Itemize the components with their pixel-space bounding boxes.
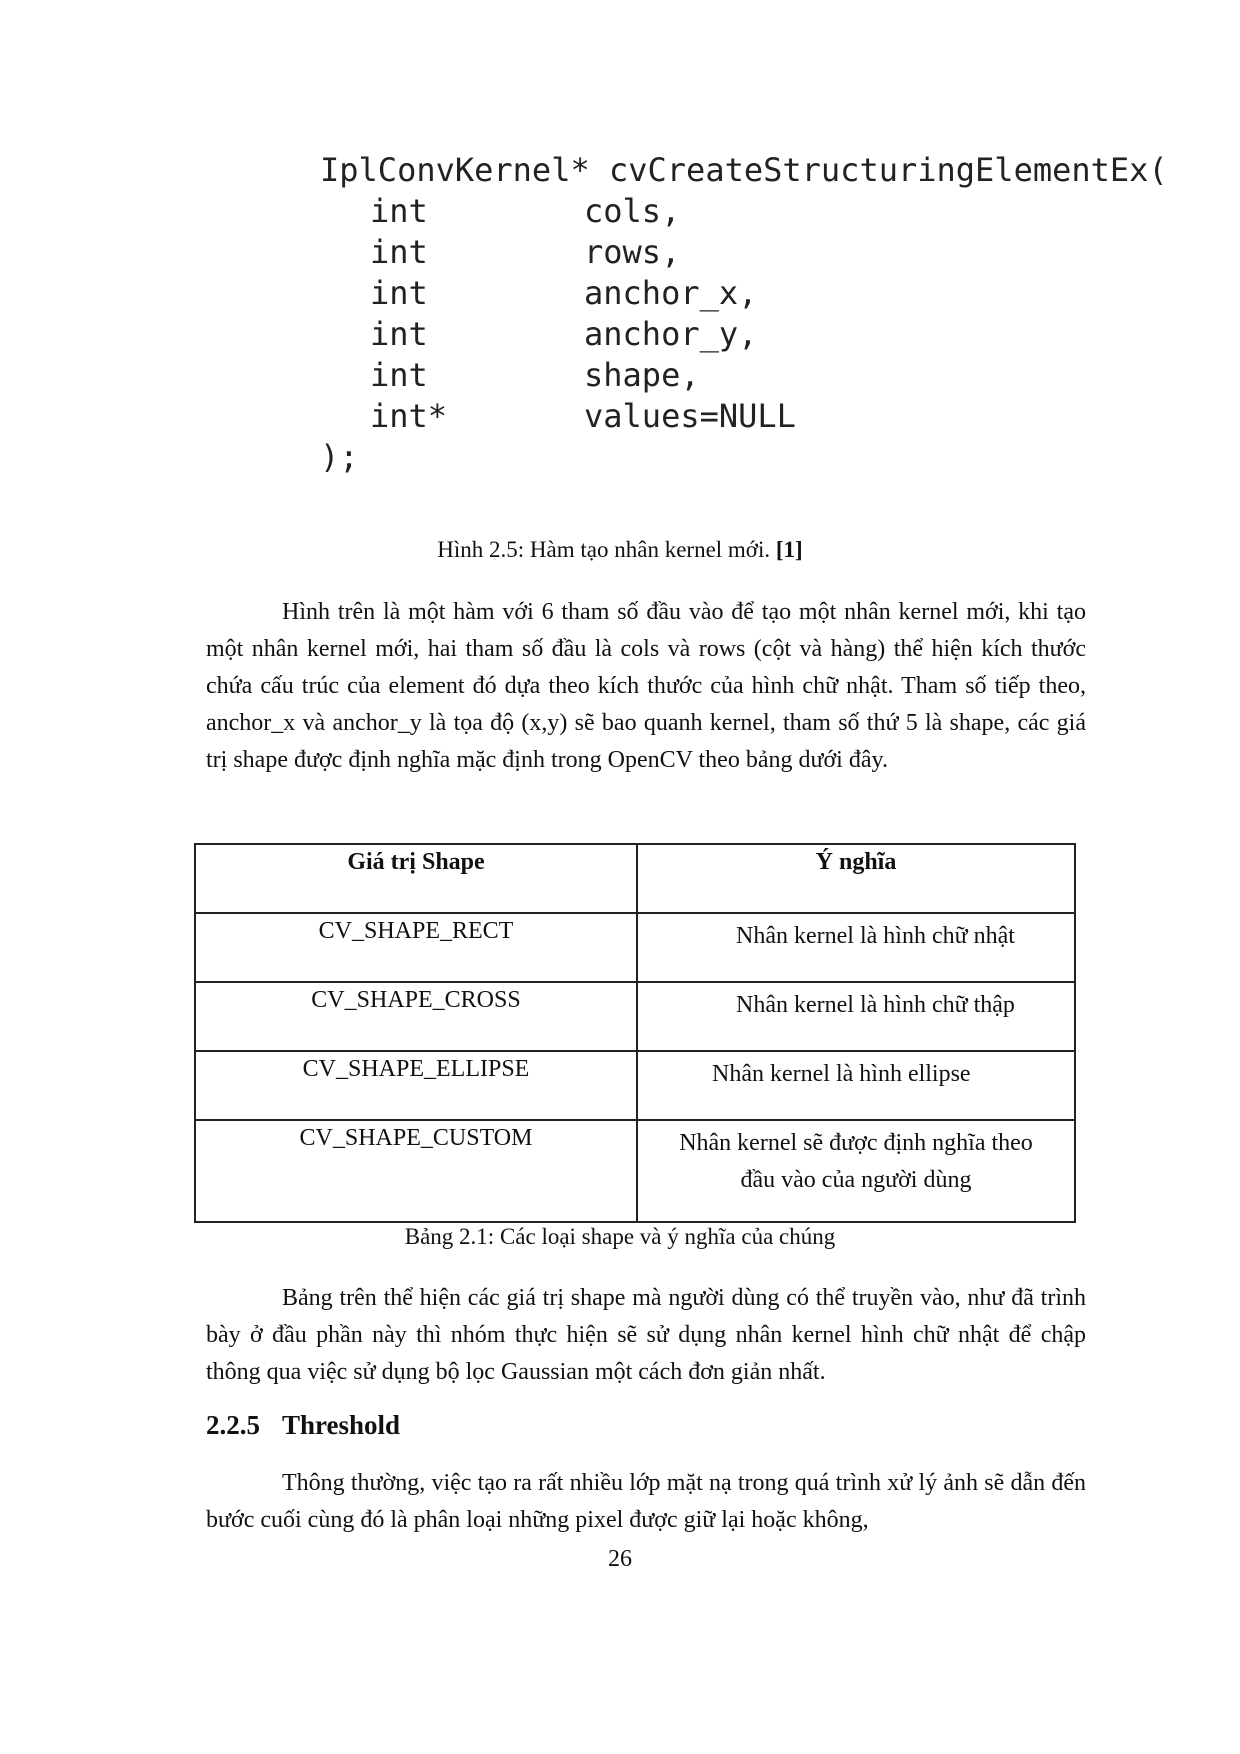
shape-value: CV_SHAPE_RECT xyxy=(195,913,637,982)
code-param xyxy=(320,232,1080,273)
param-name: values=NULL xyxy=(584,397,796,435)
shape-value: CV_SHAPE_CROSS xyxy=(195,982,637,1051)
table-row xyxy=(195,1051,1075,1120)
code-closing: ); xyxy=(320,438,359,476)
param-name: cols, xyxy=(584,192,681,230)
code-param xyxy=(320,273,1080,314)
shape-meaning: Nhân kernel là hình ellipse xyxy=(637,1051,1075,1120)
paragraph: Thông thường, việc tạo ra rất nhiều lớp mặt nạ trong quá trình xử lý ảnh sẽ dẫn đến bước cuối cùng đó là phân loại những pixel được giữ lại hoặc không, xyxy=(206,1470,1086,1533)
table-caption: Bảng 2.1: Các loại shape và ý nghĩa của chúng xyxy=(404,1224,836,1249)
param-type: int xyxy=(370,233,428,271)
page-number: 26 xyxy=(608,1546,632,1572)
section-heading xyxy=(206,1410,400,1441)
code-signature: IplConvKernel* cvCreateStructuringElementEx( xyxy=(320,151,1168,189)
table-header-shape: Giá trị Shape xyxy=(195,844,637,913)
param-type: int xyxy=(370,356,428,394)
table-row xyxy=(195,1120,1075,1222)
param-type: int* xyxy=(370,397,448,435)
param-type: int xyxy=(370,315,428,353)
code-param xyxy=(320,191,1080,232)
figure-caption-ref: [1] xyxy=(775,537,803,562)
param-name: shape, xyxy=(584,356,700,394)
shape-value: CV_SHAPE_ELLIPSE xyxy=(195,1051,637,1120)
shape-table xyxy=(194,843,1076,1223)
figure-caption xyxy=(0,537,1240,563)
shape-meaning: Nhân kernel sẽ được định nghĩa theo đầu vào của người dùng xyxy=(637,1120,1075,1222)
param-type: int xyxy=(370,192,428,230)
code-listing xyxy=(320,150,1168,478)
shape-meaning: Nhân kernel là hình chữ nhật xyxy=(637,913,1075,982)
table-header-row xyxy=(195,844,1075,913)
shape-value: CV_SHAPE_CUSTOM xyxy=(195,1120,637,1222)
param-name: rows, xyxy=(584,233,681,271)
figure-caption-text: Hình 2.5: Hàm tạo nhân kernel mới. xyxy=(437,537,776,562)
paragraph: Bảng trên thể hiện các giá trị shape mà người dùng có thể truyền vào, như đã trình bày ở đầu phần này thì nhóm thực hiện sẽ sử dụng nhân kernel hình chữ nhật để chập thông qua việc sử dụng bộ lọc Gaussian một cách đơn giản nhất. xyxy=(206,1285,1086,1385)
section-number: 2.2.5 xyxy=(206,1410,260,1440)
table-row xyxy=(195,913,1075,982)
shape-meaning: Nhân kernel là hình chữ thập xyxy=(637,982,1075,1051)
code-param xyxy=(320,396,1080,437)
code-param xyxy=(320,314,1080,355)
param-name: anchor_y, xyxy=(584,315,758,353)
param-name: anchor_x, xyxy=(584,274,758,312)
param-type: int xyxy=(370,274,428,312)
code-param xyxy=(320,355,1080,396)
table-row xyxy=(195,982,1075,1051)
section-title: Threshold xyxy=(282,1410,401,1440)
paragraph: Hình trên là một hàm với 6 tham số đầu vào để tạo một nhân kernel mới, khi tạo một nhân kernel mới, hai tham số đầu là cols và rows (cột và hàng) thể hiện kích thước chứa cấu trúc của element đó dựa theo kích thước của hình chữ nhật. Tham số tiếp theo, anchor_x và anchor_y là tọa độ (x,y) sẽ bao quanh kernel, tham số thứ 5 là shape, các giá trị shape được định nghĩa mặc định trong OpenCV theo bảng dưới đây. xyxy=(206,599,1086,773)
table-header-meaning: Ý nghĩa xyxy=(637,844,1075,913)
